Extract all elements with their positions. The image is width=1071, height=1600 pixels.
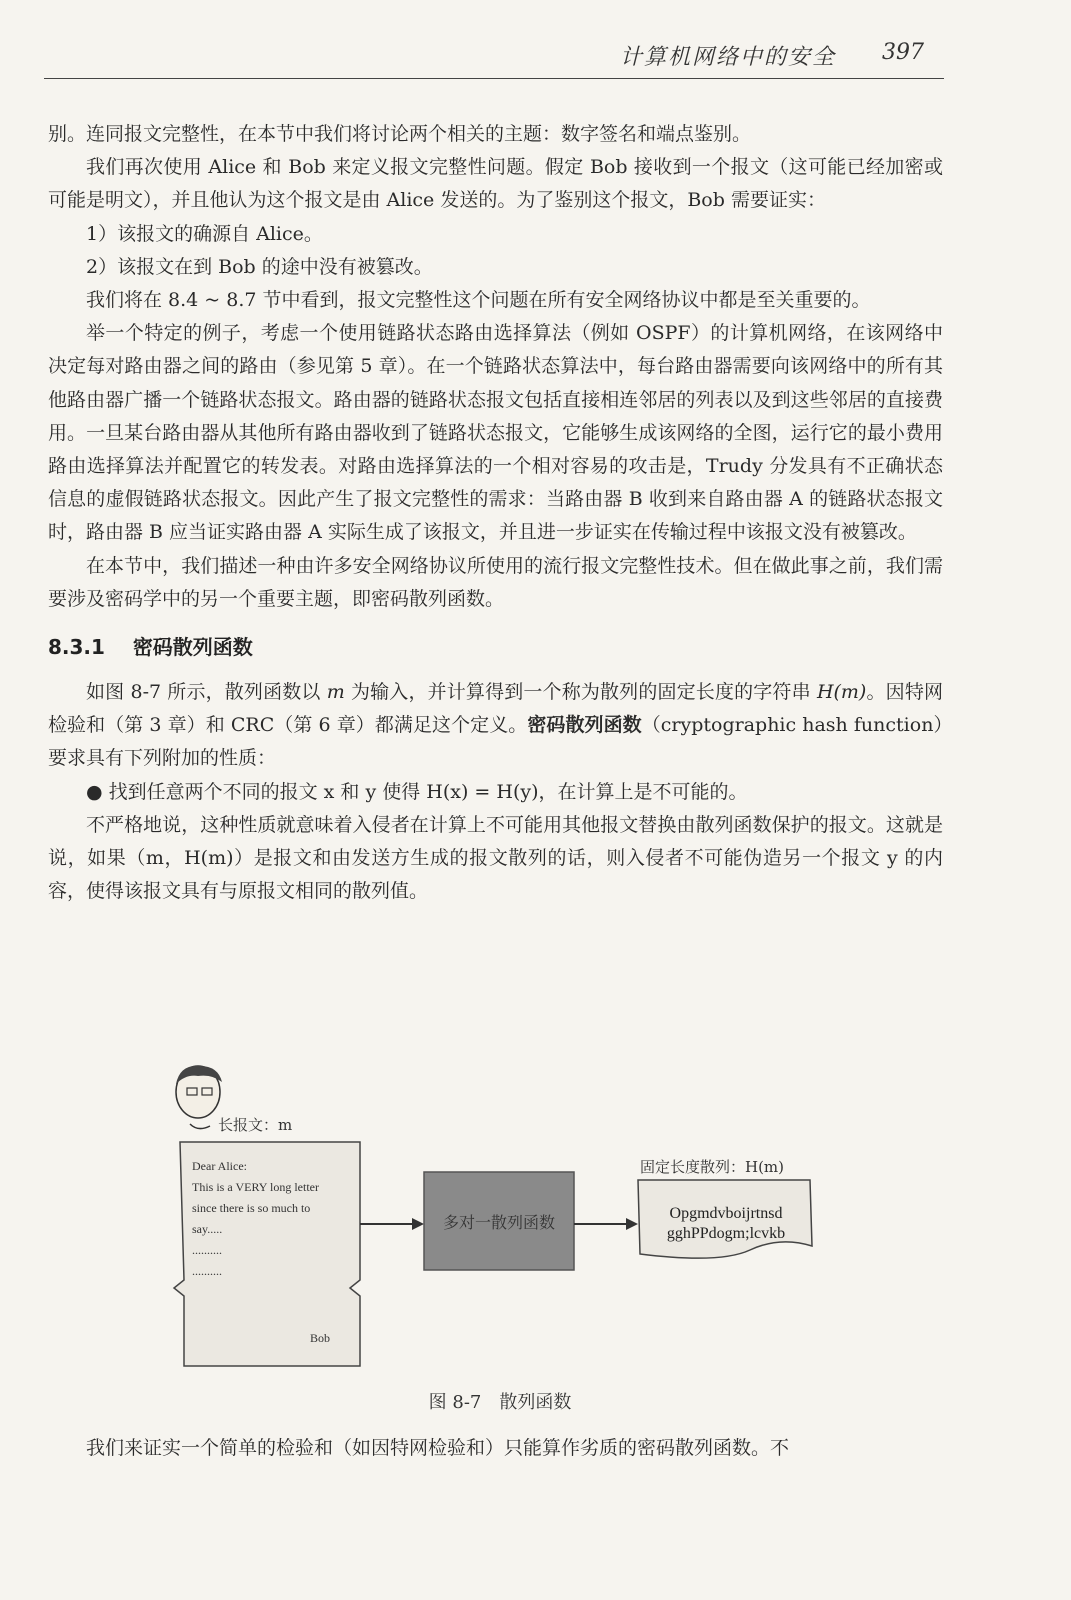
term-cryptographic-hash: 密码散列函数 — [527, 714, 642, 737]
hash-output-label: 固定长度散列：H(m) — [640, 1158, 785, 1176]
page-number: 397 — [882, 40, 924, 65]
hash-function-label: 多对一散列函数 — [442, 1213, 556, 1232]
paragraph-5: 在本节中，我们描述一种由许多安全网络协议所使用的流行报文完整性技术。但在做此事之前，我们需要涉及密码学中的另一个重要主题，即密码散列函数。 — [48, 554, 943, 610]
paragraph-1: 别。连同报文完整性，在本节中我们将讨论两个相关的主题：数字签名和端点鉴别。 — [48, 123, 752, 145]
final-paragraph — [48, 1432, 943, 1465]
paragraph-3: 我们将在 8.4 ~ 8.7 节中看到，报文完整性这个问题在所有安全网络协议中都是至关重要的。 — [86, 289, 871, 312]
paragraph-7: 不严格地说，这种性质就意味着入侵者在计算上不可能用其他报文替换由散列函数保护的报文。这就是说，如果（m，H(m)）是报文和由发送方生成的报文散列的话，则入侵者不可能伪造另一个报文 y 的内容，使得该报文具有与原报文相同的散列值。 — [48, 813, 943, 903]
section-title: 密码散列函数 — [132, 635, 253, 660]
hash-function-box — [424, 1172, 574, 1270]
svg-text:Opgmdvboijrtnsd: Opgmdvboijrtnsd — [669, 1205, 783, 1222]
section-heading — [48, 632, 943, 662]
person-icon — [176, 1066, 222, 1129]
svg-text:Dear Alice:: Dear Alice: — [192, 1159, 247, 1173]
paragraph-6: 如图 8-7 所示，散列函数以 m 为输入，并计算得到一个称为散列的固定长度的字符串 H(m)。因特网检验和（第 3 章）和 CRC（第 6 章）都满足这个定义。密码散列函数（cryptographic hash function）要求具有下列附加的性质： — [48, 681, 943, 770]
svg-text:say.....: say..... — [192, 1222, 223, 1236]
paragraph-4: 举一个特定的例子，考虑一个使用链路状态路由选择算法（例如 OSPF）的计算机网络，在该网络中决定每对路由器之间的路由（参见第 5 章）。在一个链路状态算法中，每台路由器需要向该网络中的所有其他路由器广播一个链路状态报文。路由器的链路状态报文包括直接相连邻居的列表以及到这些邻居的直接费用。一旦某台路由器从其他所有路由器收到了链路状态报文，它能够生成该网络的全图，运行它的最小费用路由选择算法并配置它的转发表。对路由选择算法的一个相对容易的攻击是，Trudy 分发具有不正确状态信息的虚假链路状态报文。因此产生了报文完整性的需求：当路由器 B 收到来自路由器 A 的链路状态报文时，路由器 B 应当证实路由器 A 实际生成了该报文，并且进一步证实在传输过程中该报文没有被篡改。 — [48, 322, 943, 544]
svg-text:..........: .......... — [192, 1243, 222, 1257]
figure-hash-function — [160, 1060, 880, 1420]
running-title: 计算机网络中的安全 — [619, 45, 836, 70]
figure-diagram — [160, 1060, 880, 1390]
svg-text:This is a VERY long letter: This is a VERY long letter — [192, 1180, 319, 1194]
signature: Bob — [310, 1331, 331, 1345]
arrow-to-function — [360, 1218, 424, 1230]
long-message-label: 长报文：m — [218, 1116, 293, 1134]
page-header — [44, 34, 944, 79]
svg-text:gghPPdogm;lcvkb: gghPPdogm;lcvkb — [666, 1225, 786, 1242]
section-number: 8.3.1 — [48, 635, 105, 660]
svg-text:since there is so much to: since there is so much to — [192, 1201, 311, 1215]
list-item-2: 2）该报文在到 Bob 的途中没有被篡改。 — [86, 255, 433, 278]
figure-caption: 图 8-7 散列函数 — [428, 1392, 572, 1413]
bullet-property: ● 找到任意两个不同的报文 x 和 y 使得 H(x) = H(y)，在计算上是不可能的。 — [86, 780, 748, 803]
long-message-document — [174, 1142, 360, 1366]
paragraph-2: 我们再次使用 Alice 和 Bob 来定义报文完整性问题。假定 Bob 接收到一个报文（这可能已经加密或可能是明文），并且他认为这个报文是由 Alice 发送的。为了鉴别这个报文，Bob 需要证实： — [48, 156, 943, 212]
arrow-to-hash — [574, 1218, 638, 1230]
hash-output-document — [638, 1180, 812, 1258]
paragraph-8: 我们来证实一个简单的检验和（如因特网检验和）只能算作劣质的密码散列函数。不 — [86, 1437, 790, 1459]
svg-text:..........: .......... — [192, 1264, 222, 1278]
body-text — [48, 118, 943, 908]
list-item-1: 1）该报文的确源自 Alice。 — [86, 222, 323, 245]
